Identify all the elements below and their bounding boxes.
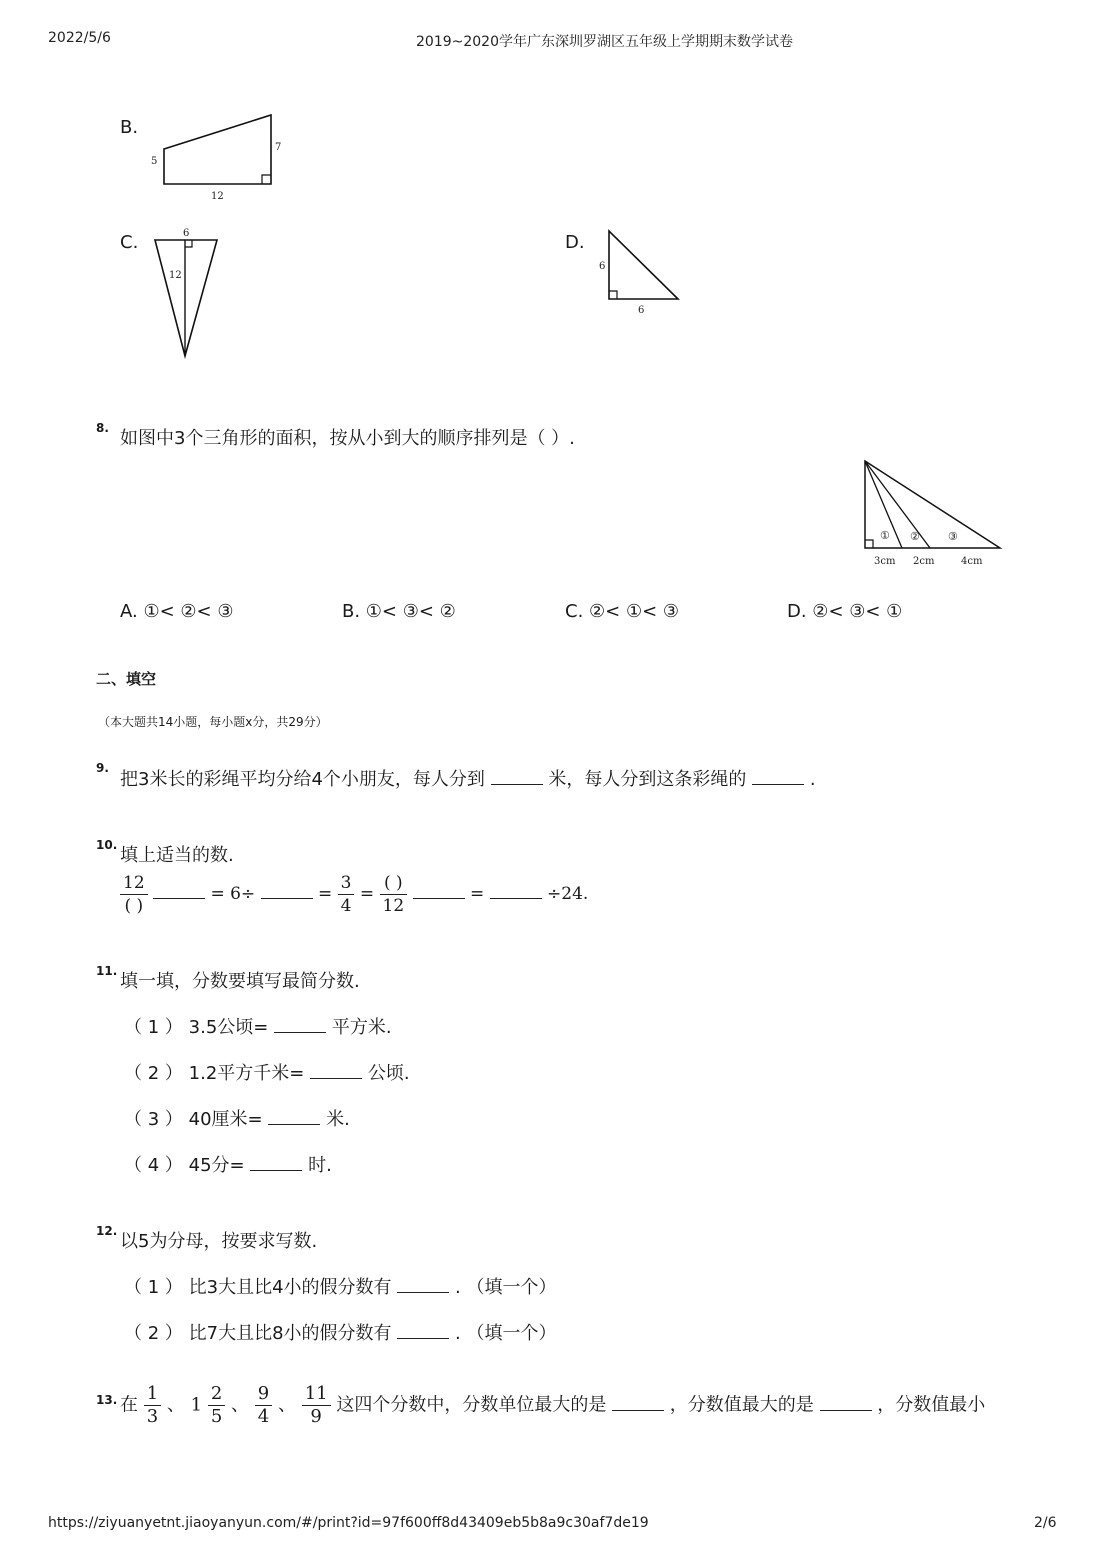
triangle-c-top-label: 6 xyxy=(183,228,190,239)
q9-blank-1[interactable] xyxy=(491,768,543,785)
q11-item-2 xyxy=(124,1059,410,1085)
triangle-d-left-label: 6 xyxy=(599,261,606,272)
q13-fraction-2: $\frac{2}{5}$ xyxy=(208,1383,225,1428)
q11-item-2-label: （ 2 ） xyxy=(124,1063,183,1084)
q13-mid-2: ，分数值最大的是 xyxy=(669,1394,814,1416)
triangle-d-bottom-label: 6 xyxy=(638,305,645,316)
question-11-number: 11. xyxy=(96,964,118,978)
triangle-c-height-label: 12 xyxy=(169,270,182,281)
q8-option-d[interactable]: D. ②< ③< ① xyxy=(787,601,903,622)
q10-fraction-3: $\frac{( )}{12}$ xyxy=(380,872,408,917)
q8-option-a[interactable]: A. ①< ②< ③ xyxy=(120,601,234,622)
right-triangle-figure xyxy=(595,225,695,320)
q9-text-1: 把3米长的彩绳平均分给4个小朋友，每人分到 xyxy=(120,769,485,790)
q12-item-1-blank[interactable] xyxy=(397,1276,449,1293)
q9-text-3: . xyxy=(809,769,816,790)
question-9-line xyxy=(120,765,816,791)
trapezoid-figure xyxy=(140,105,300,205)
q12-item-2-blank[interactable] xyxy=(397,1322,449,1339)
trapezoid-right-label: 7 xyxy=(275,142,282,153)
base-2cm-label: 2cm xyxy=(913,556,935,567)
q13-sep-3: 、 xyxy=(277,1394,296,1416)
q12-item-2-post: . （填一个） xyxy=(455,1323,557,1344)
document-title: 2019~2020学年广东深圳罗湖区五年级上学期期末数学试卷 xyxy=(416,34,793,50)
triangle-1-label: ① xyxy=(880,529,890,542)
q12-item-2 xyxy=(124,1319,556,1345)
q10-fraction-2: $\frac{3}{4}$ xyxy=(338,872,355,917)
q11-item-4-post: 时. xyxy=(308,1155,332,1176)
base-4cm-label: 4cm xyxy=(961,556,983,567)
print-date: 2022/5/6 xyxy=(48,30,111,46)
question-12-number: 12. xyxy=(96,1224,118,1238)
q11-item-4-label: （ 4 ） xyxy=(124,1155,183,1176)
base-3cm-label: 3cm xyxy=(874,556,896,567)
q11-item-1 xyxy=(124,1013,392,1039)
question-10-equation xyxy=(120,872,588,917)
q12-item-1-pre: 比3大且比4小的假分数有 xyxy=(188,1277,392,1298)
triangle-2-label: ② xyxy=(910,530,920,543)
q12-item-2-label: （ 2 ） xyxy=(124,1323,183,1344)
q11-item-1-post: 平方米. xyxy=(331,1017,392,1038)
q12-item-1-label: （ 1 ） xyxy=(124,1277,183,1298)
q10-blank-2[interactable] xyxy=(261,882,313,899)
q10-eq-2: = xyxy=(317,884,333,904)
q8-option-b[interactable]: B. ①< ③< ② xyxy=(342,601,456,622)
q13-sep-1: 、 xyxy=(166,1394,185,1416)
q11-item-2-pre: 1.2平方千米= xyxy=(188,1063,305,1084)
question-9-number: 9. xyxy=(96,761,109,775)
q13-fraction-1: $\frac{1}{3}$ xyxy=(144,1383,161,1428)
question-13-number: 13. xyxy=(96,1393,118,1407)
question-13-line xyxy=(120,1383,985,1428)
q13-mid-1: 这四个分数中，分数单位最大的是 xyxy=(336,1394,607,1416)
q11-item-3-label: （ 3 ） xyxy=(124,1109,183,1130)
question-8-number: 8. xyxy=(96,421,109,435)
footer-url[interactable]: https://ziyuanyetnt.jiaoyanyun.com/#/print?id=97f600ff8d43409eb5b8a9c30af7de19 xyxy=(48,1515,649,1531)
question-11-text: 填一填，分数要填写最简分数. xyxy=(120,971,360,992)
q11-item-4-blank[interactable] xyxy=(250,1154,302,1171)
q12-item-2-pre: 比7大且比8小的假分数有 xyxy=(188,1323,392,1344)
q12-item-1-post: . （填一个） xyxy=(455,1277,557,1298)
q10-eq-4: = xyxy=(469,884,485,904)
q12-item-1 xyxy=(124,1273,556,1299)
option-c-label[interactable]: C. xyxy=(120,232,139,253)
q10-eq-3: = xyxy=(359,884,375,904)
q10-blank-3[interactable] xyxy=(413,882,465,899)
q13-tail: ，分数值最小 xyxy=(877,1394,986,1416)
trapezoid-bottom-label: 12 xyxy=(211,191,224,202)
q10-blank-4[interactable] xyxy=(490,882,542,899)
q13-sep-2: 、 xyxy=(231,1394,250,1416)
section-note: （本大题共14小题，每小题x分，共29分） xyxy=(98,715,328,729)
q10-blank-1[interactable] xyxy=(153,882,205,899)
q8-option-c[interactable]: C. ②< ①< ③ xyxy=(565,601,680,622)
q11-item-3-blank[interactable] xyxy=(268,1108,320,1125)
option-d-label[interactable]: D. xyxy=(565,232,585,253)
q11-item-4 xyxy=(124,1151,332,1177)
page-number: 2/6 xyxy=(1034,1515,1057,1531)
q11-item-1-label: （ 1 ） xyxy=(124,1017,183,1038)
q13-blank-2[interactable] xyxy=(820,1394,872,1411)
q11-item-2-post: 公顷. xyxy=(367,1063,410,1084)
q11-item-1-pre: 3.5公顷= xyxy=(188,1017,269,1038)
question-12-text: 以5为分母，按要求写数. xyxy=(120,1231,318,1252)
q13-fraction-3: $\frac{9}{4}$ xyxy=(255,1383,272,1428)
q11-item-3 xyxy=(124,1105,350,1131)
q13-fraction-4: $\frac{11}{9}$ xyxy=(302,1383,331,1428)
q13-pre: 在 xyxy=(120,1394,138,1416)
q11-item-1-blank[interactable] xyxy=(274,1016,326,1033)
q11-item-2-blank[interactable] xyxy=(310,1062,362,1079)
q13-blank-1[interactable] xyxy=(612,1394,664,1411)
question-10-text: 填上适当的数. xyxy=(120,845,234,866)
three-triangles-figure xyxy=(855,455,1010,570)
option-b-label[interactable]: B. xyxy=(120,117,139,138)
trapezoid-left-label: 5 xyxy=(151,156,158,167)
q11-item-4-pre: 45分= xyxy=(188,1155,245,1176)
q11-item-3-pre: 40厘米= xyxy=(188,1109,263,1130)
q10-fraction-1: $\frac{12}{( )}$ xyxy=(120,872,148,917)
q9-text-2: 米，每人分到这条彩绳的 xyxy=(548,769,747,790)
q11-item-3-post: 米. xyxy=(326,1109,350,1130)
triangle-3-label: ③ xyxy=(948,530,958,543)
q13-mixed-whole: 1 xyxy=(190,1394,203,1416)
isosceles-triangle-figure xyxy=(145,222,230,362)
q9-blank-2[interactable] xyxy=(752,768,804,785)
question-10-number: 10. xyxy=(96,838,118,852)
q10-eq-1: = 6÷ xyxy=(210,884,256,904)
q10-tail: ÷24. xyxy=(547,884,589,904)
question-8-text: 如图中3个三角形的面积，按从小到大的顺序排列是（ ）. xyxy=(120,428,575,449)
section-title: 二、填空 xyxy=(96,670,157,688)
